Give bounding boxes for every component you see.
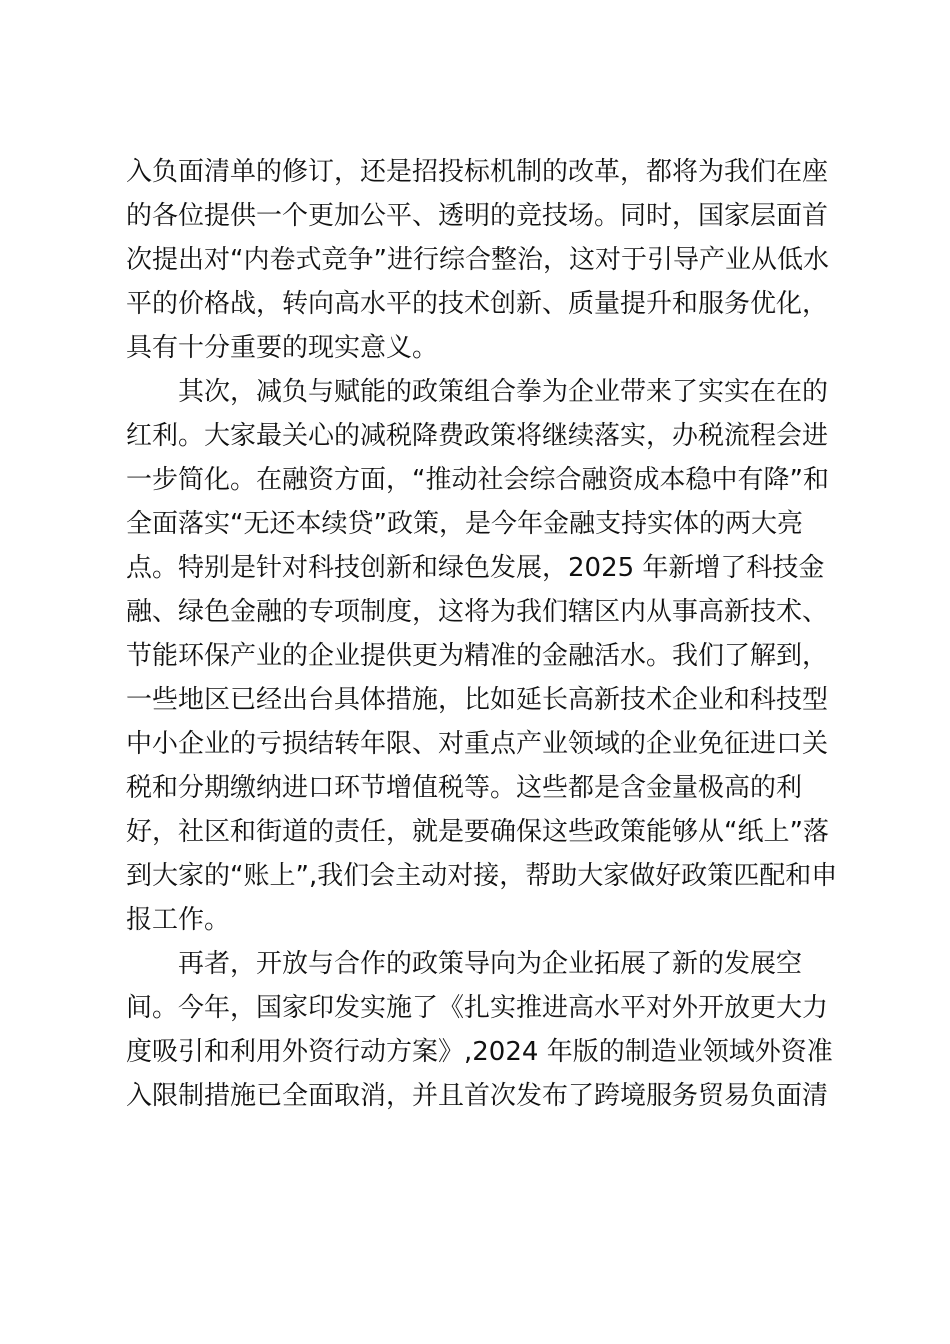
text-line-21: 度吸引和利用外资行动方案》,2024 年版的制造业领域外资准: [126, 1037, 833, 1067]
text-line-10: 点。特别是针对科技创新和绿色发展，2025 年新增了科技金: [126, 553, 825, 583]
text-line-2: 的各位提供一个更加公平、透明的竞技场。同时，国家层面首: [126, 201, 829, 231]
text-line-8: 一步简化。在融资方面，“推动社会综合融资成本稳中有降”和: [126, 465, 829, 495]
text-line-1: 入负面清单的修订，还是招投标机制的改革，都将为我们在座: [126, 157, 829, 187]
text-line-18: 报工作。: [126, 905, 231, 935]
text-line-3: 次提出对“内卷式竞争”进行综合整治，这对于引导产业从低水: [126, 245, 829, 275]
text-line-5: 具有十分重要的现实意义。: [126, 333, 439, 363]
text-line-15: 税和分期缴纳进口环节增值税等。这些都是含金量极高的利: [126, 773, 803, 803]
text-line-16: 好，社区和街道的责任，就是要确保这些政策能够从“纸上”落: [126, 817, 829, 847]
text-line-7: 红利。大家最关心的减税降费政策将继续落实，办税流程会进: [126, 421, 829, 451]
text-line-11: 融、绿色金融的专项制度，这将为我们辖区内从事高新技术、: [126, 597, 829, 627]
document-body: [126, 150, 838, 1118]
text-line-22: 入限制措施已全面取消，并且首次发布了跨境服务贸易负面清: [126, 1081, 829, 1111]
text-line-19: 再者，开放与合作的政策导向为企业拓展了新的发展空: [126, 949, 803, 979]
text-line-12: 节能环保产业的企业提供更为精准的金融活水。我们了解到，: [126, 641, 829, 671]
text-line-4: 平的价格战，转向高水平的技术创新、质量提升和服务优化，: [126, 289, 829, 319]
text-line-13: 一些地区已经出台具体措施，比如延长高新技术企业和科技型: [126, 685, 829, 715]
text-line-20: 间。今年，国家印发实施了《扎实推进高水平对外开放更大力: [126, 993, 829, 1023]
text-line-14: 中小企业的亏损结转年限、对重点产业领域的企业免征进口关: [126, 729, 829, 759]
text-line-6: 其次，减负与赋能的政策组合拳为企业带来了实实在在的: [126, 377, 829, 407]
text-line-9: 全面落实“无还本续贷”政策，是今年金融支持实体的两大亮: [126, 509, 803, 539]
text-line-17: 到大家的“账上”,我们会主动对接，帮助大家做好政策匹配和申: [126, 861, 838, 891]
